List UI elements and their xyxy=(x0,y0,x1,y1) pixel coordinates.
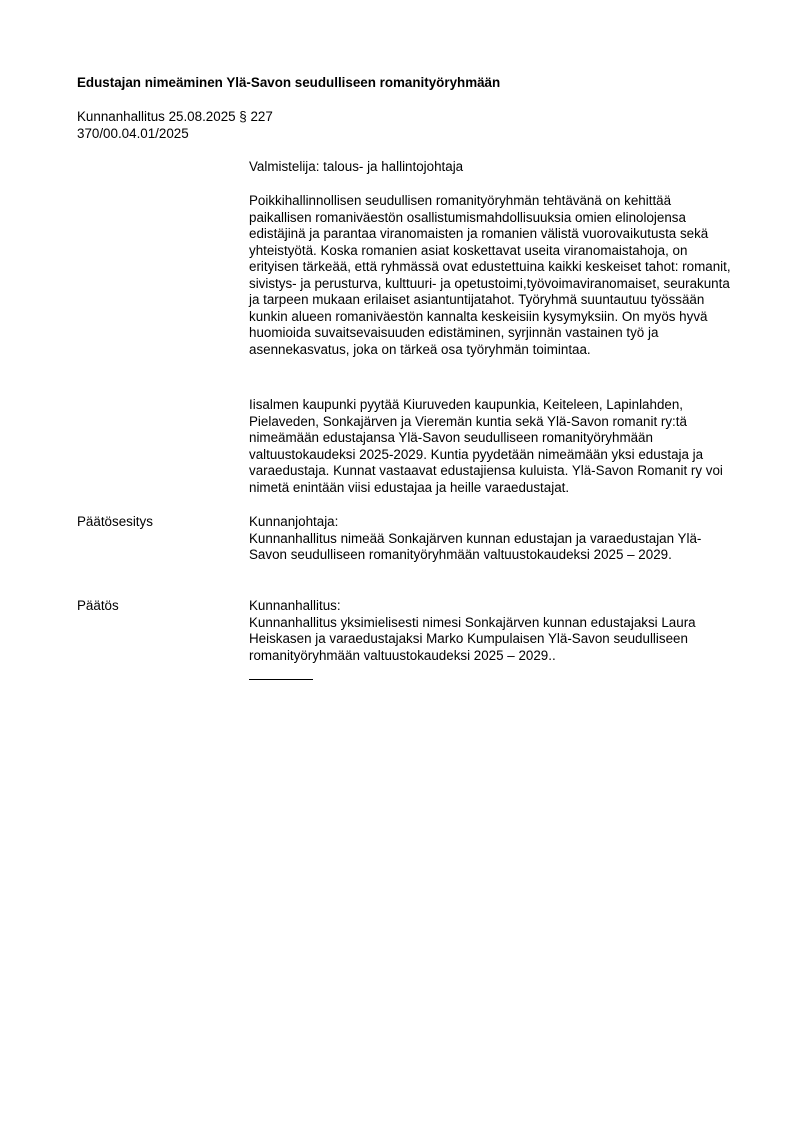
proposal-text: Kunnanhallitus nimeää Sonkajärven kunnan edustajan ja varaedustajan Ylä-Savon seudulliseen romanityöryhmään valtuustokaudeksi 2025 – 2029. xyxy=(249,530,702,562)
end-divider xyxy=(249,679,313,680)
background-paragraph-2 xyxy=(249,397,737,496)
proposal-label: Päätösesitys xyxy=(77,514,153,529)
proposal-speaker: Kunnanjohtaja: xyxy=(249,514,339,529)
decision-speaker: Kunnanhallitus: xyxy=(249,598,341,613)
preparer-line: Valmistelija: talous- ja hallintojohtaja xyxy=(249,159,464,174)
document-title: Edustajan nimeäminen Ylä-Savon seudulliseen romanityöryhmään xyxy=(77,75,501,90)
proposal-block xyxy=(249,514,737,564)
record-id: 370/00.04.01/2025 xyxy=(77,125,189,141)
decision-block xyxy=(249,598,737,664)
paragraph-text: Poikkihallinnollisen seudullisen romanityöryhmän tehtävänä on kehittää paikallisen romaniväestön osallistumismahdollisuuksia omien elinolojensa edistäjinä ja parantaa viranomaisten ja romanien välistä vuorovaikutusta sekä yhteistyötä. Koska romanien asiat koskettavat useita viranomaistahoja, on erityisen tärkeää, että ryhmässä ovat edustettuina kaikki keskeiset tahot: romanit, sivistys- ja perusturva, kulttuuri- ja opetustoimi,työvoimaviranomaiset, seurakunta ja tarpeen mukaan erilaiset asiantuntijatahot. Työryhmä suuntautuu työssään kunkin alueen romaniväestön kannalta keskeisiin kysymyksiin. On myös hyvä huomioida suvaitsevaisuuden edistäminen, syrjinnän vastainen työ ja asennekasvatus, joka on tärkeä osa työryhmän toimintaa. xyxy=(249,193,731,357)
meeting-reference: Kunnanhallitus 25.08.2025 § 227 xyxy=(77,109,273,124)
preparer-block xyxy=(249,159,737,176)
decision-label: Päätös xyxy=(77,598,119,613)
decision-text: Kunnanhallitus yksimielisesti nimesi Sonkajärven kunnan edustajaksi Laura Heiskasen ja varaedustajaksi Marko Kumpulaisen Ylä-Savon seudulliseen romanityöryhmään valtuustokaudeksi 2025 – 2029.. xyxy=(249,614,696,663)
meeting-meta xyxy=(77,109,273,142)
paragraph-text: Iisalmen kaupunki pyytää Kiuruveden kaupunkia, Keiteleen, Lapinlahden, Pielaveden, Sonkajärven ja Vieremän kuntia sekä Ylä-Savon romanit ry:tä nimeämään edustajansa Ylä-Savon seudulliseen romanityöryhmään valtuustokaudeksi 2025-2029. Kuntia pyydetään nimeämään yksi edustaja ja varaedustaja. Kunnat vastaavat edustajiensa kuluista. Ylä-Savon Romanit ry voi nimetä enintään viisi edustajaa ja heille varaedustajat. xyxy=(249,397,723,495)
background-paragraph-1 xyxy=(249,193,737,358)
